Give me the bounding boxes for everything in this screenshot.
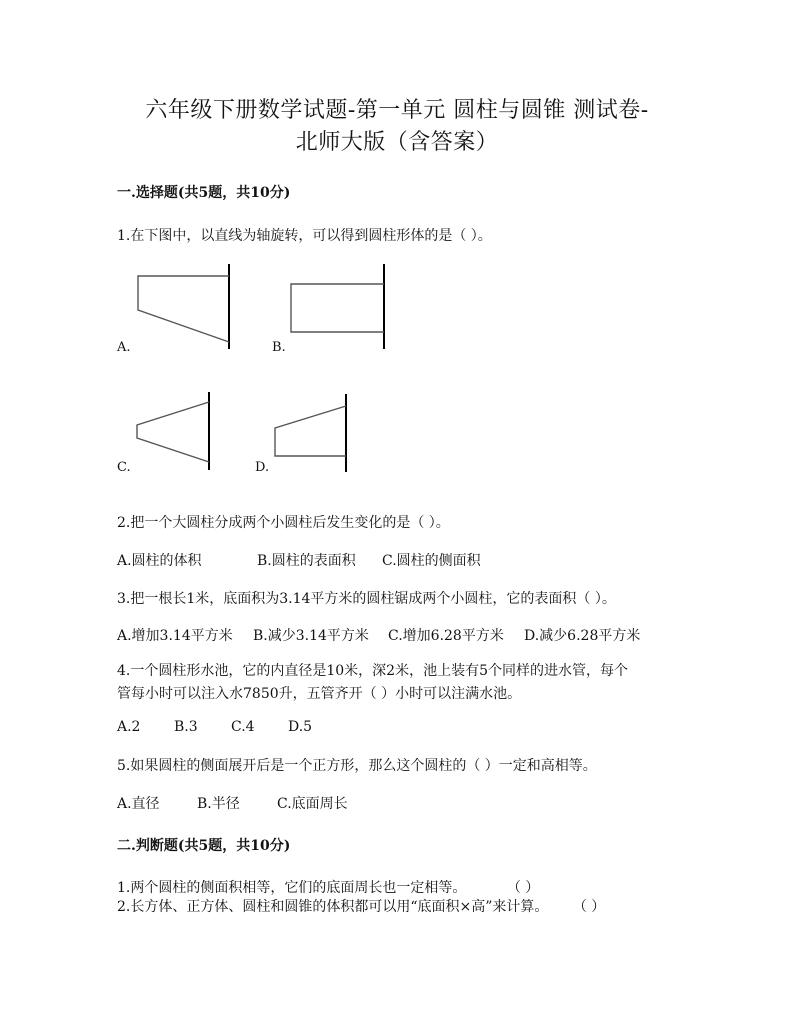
q3-option-d: D.减少6.28平方米 [524, 628, 641, 644]
figure-c [130, 390, 220, 475]
question-4-line2: 管每小时可以注入水7850升，五管齐开（ ）小时可以注满水池。 [117, 686, 522, 702]
q2-option-b: B.圆柱的表面积 [257, 553, 356, 569]
figure-a-label: A. [117, 340, 131, 355]
judgment-2 [117, 896, 605, 916]
judgment-2-answer-blank: （ ） [572, 899, 606, 915]
q4-option-c: C.4 [231, 719, 255, 735]
question-3-options [117, 625, 640, 645]
figure-d-shape [275, 406, 346, 456]
section-true-false-heading: 二.判断题(共5题，共10分) [117, 838, 291, 854]
q5-option-b: B.半径 [197, 796, 240, 812]
q2-option-a: A.圆柱的体积 [117, 553, 202, 569]
q4-option-b: B.3 [174, 719, 198, 735]
question-3: 3.把一根长1米，底面积为3.14平方米的圆柱锯成两个小圆柱，它的表面积（ ）。 [117, 591, 616, 607]
section-multiple-choice-heading: 一.选择题(共5题，共10分) [117, 185, 291, 201]
q5-option-a: A.直径 [117, 796, 160, 812]
q2-option-c: C.圆柱的侧面积 [382, 553, 481, 569]
question-2-options [117, 550, 481, 570]
page-title-line2: 北师大版（含答案） [295, 130, 499, 155]
q4-option-d: D.5 [288, 719, 313, 735]
question-5-options [117, 793, 348, 813]
judgment-1-text: 1.两个圆柱的侧面积相等，它们的底面周长也一定相等。 [117, 880, 467, 896]
figure-a [130, 262, 240, 352]
figure-c-label: C. [117, 460, 131, 475]
q3-option-a: A.增加3.14平方米 [117, 628, 233, 644]
question-4-line1: 4.一个圆柱形水池，它的内直径是10米，深2米，池上装有5个同样的进水管，每个 [117, 663, 628, 679]
question-1: 1.在下图中，以直线为轴旋转，可以得到圆柱形体的是（ ）。 [117, 228, 492, 244]
figure-a-shape [138, 276, 229, 342]
q3-option-b: B.减少3.14平方米 [253, 628, 369, 644]
q5-option-c: C.底面周长 [277, 796, 348, 812]
q4-option-a: A.2 [117, 719, 141, 735]
figure-d [270, 390, 355, 475]
q3-option-c: C.增加6.28平方米 [388, 628, 504, 644]
question-4-options [117, 719, 312, 735]
judgment-2-text: 2.长方体、正方体、圆柱和圆锥的体积都可以用“底面积×高”来计算。 [117, 899, 549, 915]
question-5: 5.如果圆柱的侧面展开后是一个正方形，那么这个圆柱的（ ）一定和高相等。 [117, 758, 597, 774]
figure-b-shape [291, 284, 384, 332]
page-title-line1: 六年级下册数学试题-第一单元 圆柱与圆锥 测试卷- [145, 98, 649, 123]
question-2: 2.把一个大圆柱分成两个小圆柱后发生变化的是（ ）。 [117, 515, 450, 531]
judgment-1 [117, 877, 539, 897]
figure-b [285, 262, 395, 352]
figure-c-shape [137, 402, 209, 462]
judgment-1-answer-blank: （ ） [506, 880, 540, 896]
figure-d-label: D. [255, 460, 270, 475]
figure-b-label: B. [272, 340, 286, 355]
